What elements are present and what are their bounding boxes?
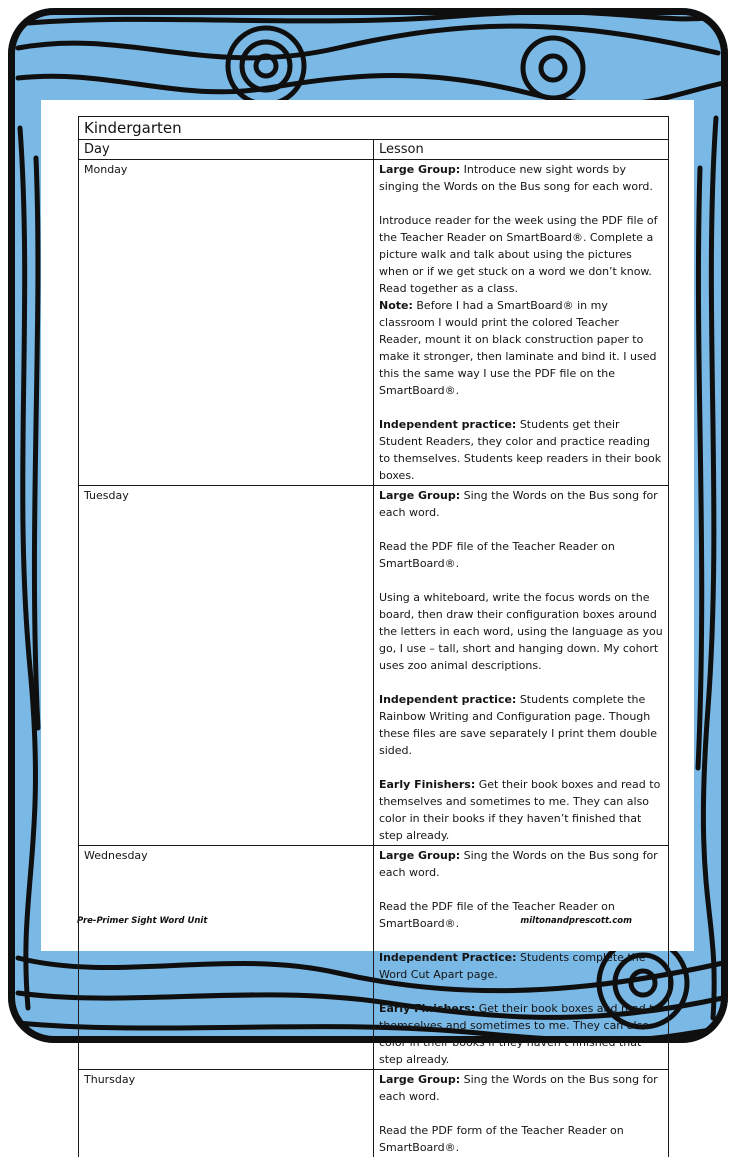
day-cell: Monday xyxy=(79,160,374,486)
lesson-paragraph: Read the PDF file of the Teacher Reader on SmartBoard®. xyxy=(379,538,663,572)
lesson-cell xyxy=(374,1070,669,1157)
table-row xyxy=(79,846,669,1070)
lesson-paragraph: Note: Before I had a SmartBoard® in my classroom I would print the colored Teacher Reader, mount it on black construction paper to make it stronger, then laminate and bind it. I used this the same way I use the PDF file on the SmartBoard®. xyxy=(379,297,663,399)
lesson-paragraph: Independent Practice: Students complete the Word Cut Apart page. xyxy=(379,949,663,983)
footer-website: miltonandprescott.com xyxy=(520,916,632,926)
table-row xyxy=(79,1070,669,1157)
lesson-paragraph: Large Group: Sing the Words on the Bus song for each word. xyxy=(379,847,663,881)
lesson-paragraph: Independent practice: Students complete the Rainbow Writing and Configuration page. Though these files are save separately I print them double sided. xyxy=(379,691,663,759)
day-cell: Tuesday xyxy=(79,486,374,846)
day-cell: Wednesday xyxy=(79,846,374,1070)
lesson-cell xyxy=(374,486,669,846)
lesson-paragraph: Early Finishers: Get their book boxes and read to themselves and sometimes to me. They can also color in their books if they haven’t finished that step already. xyxy=(379,1000,663,1068)
footer-unit-title: Pre-Primer Sight Word Unit xyxy=(77,916,207,926)
day-cell: Thursday xyxy=(79,1070,374,1157)
column-header-day: Day xyxy=(79,140,374,160)
table-title: Kindergarten xyxy=(79,117,669,140)
document-page xyxy=(41,100,694,951)
lesson-plan-table xyxy=(78,116,669,1157)
lesson-paragraph: Introduce reader for the week using the PDF file of the Teacher Reader on SmartBoard®. Complete a picture walk and talk about using the pictures when or if we get stuck on a word we don’t know. Read together as a class. xyxy=(379,212,663,297)
lesson-paragraph: Using a whiteboard, write the focus words on the board, then draw their configuration boxes around the letters in each word, using the language as you go, I use – tall, short and hanging down. My cohort uses zoo animal descriptions. xyxy=(379,589,663,674)
table-row xyxy=(79,486,669,846)
lesson-paragraph: Large Group: Sing the Words on the Bus song for each word. xyxy=(379,1071,663,1105)
lesson-cell xyxy=(374,160,669,486)
table-row xyxy=(79,160,669,486)
lesson-cell xyxy=(374,846,669,1070)
lesson-paragraph: Read the PDF file of the Teacher Reader on SmartBoard®. xyxy=(379,898,663,932)
lesson-paragraph: Independent practice: Students get their Student Readers, they color and practice reading to themselves. Students keep readers in their book boxes. xyxy=(379,416,663,484)
lesson-paragraph: Early Finishers: Get their book boxes and read to themselves and sometimes to me. They can also color in their books if they haven’t finished that step already. xyxy=(379,776,663,844)
lesson-paragraph: Read the PDF form of the Teacher Reader on SmartBoard®. xyxy=(379,1122,663,1156)
lesson-paragraph: Large Group: Introduce new sight words by singing the Words on the Bus song for each word. xyxy=(379,161,663,195)
lesson-paragraph: Large Group: Sing the Words on the Bus song for each word. xyxy=(379,487,663,521)
column-header-lesson: Lesson xyxy=(374,140,669,160)
